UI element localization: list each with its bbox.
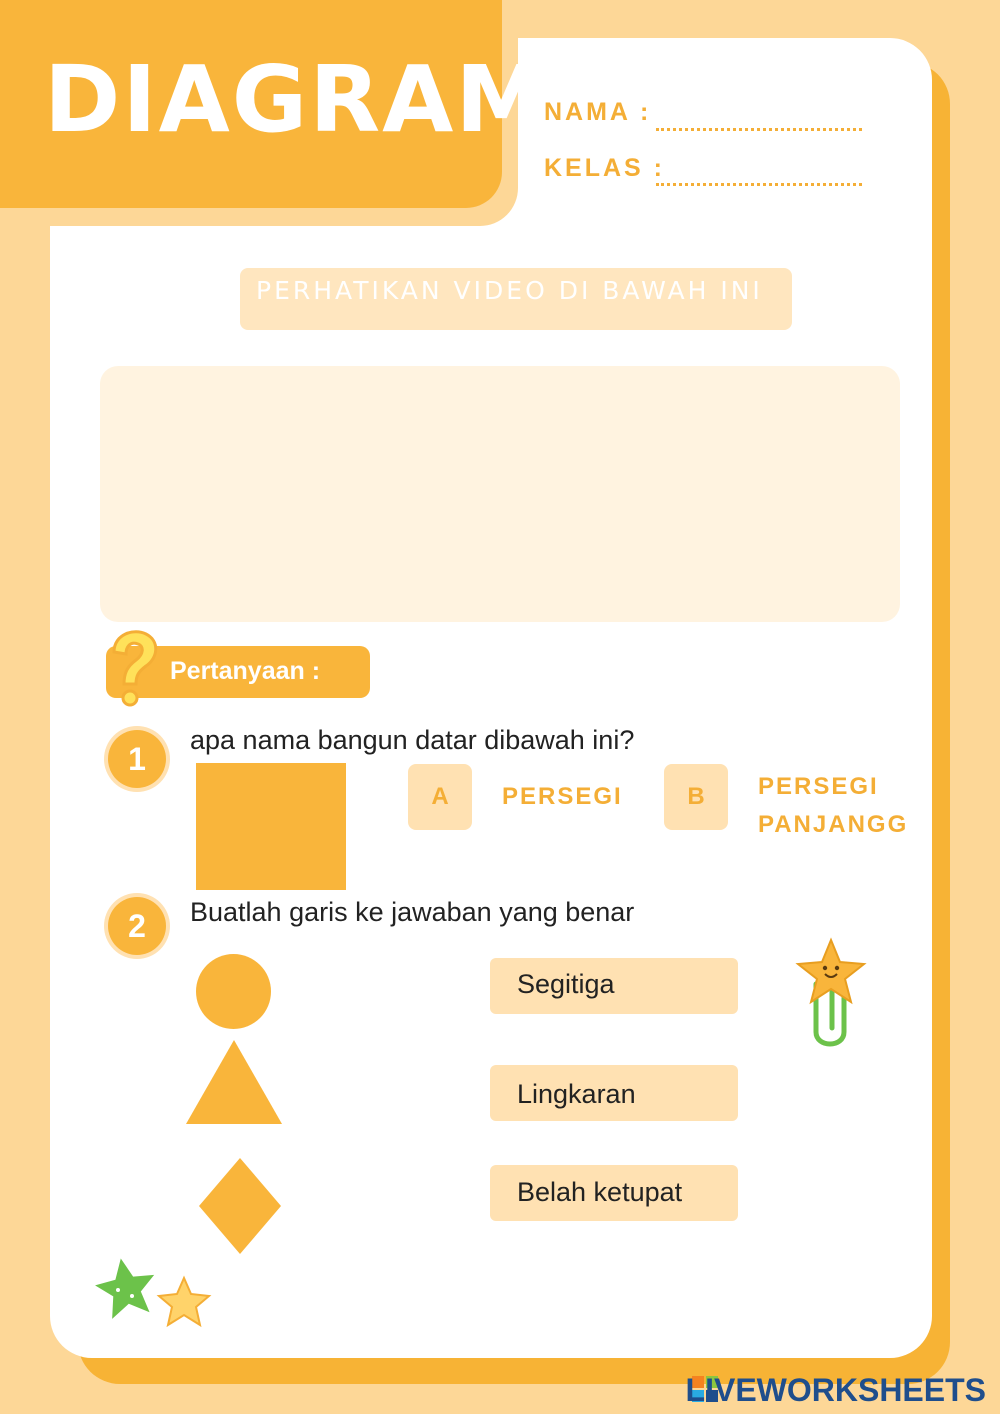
option-b-button[interactable]: B [664,764,728,830]
answer-belah-ketupat-label: Belah ketupat [517,1177,683,1207]
stars-decoration-icon [94,1256,218,1338]
brand-name[interactable]: LIVEWORKSHEETS [685,1372,986,1408]
name-label: NAMA : [544,98,652,126]
option-b-label-line1[interactable]: PERSEGI [758,773,879,800]
option-a-label[interactable]: PERSEGI [502,783,623,810]
questions-header-label: Pertanyaan : [170,657,321,685]
square-shape [196,763,346,890]
question-1-text: apa nama bangun datar dibawah ini? [190,725,635,755]
name-field[interactable] [656,128,862,131]
class-label: KELAS : [544,154,665,182]
instruction-text: PERHATIKAN VIDEO DI BAWAH INI [256,276,763,305]
option-a-button[interactable]: A [408,764,472,830]
question-1-number: 1 [108,730,166,788]
rhombus-shape[interactable] [199,1158,281,1254]
answer-segitiga-label: Segitiga [517,969,615,999]
question-2-number: 2 [108,897,166,955]
video-placeholder[interactable] [100,366,900,622]
answer-lingkaran-label: Lingkaran [517,1079,636,1109]
worksheet-card [50,38,932,1358]
star-paperclip-icon [794,936,868,1058]
page-title: DIAGRAM [44,46,549,153]
option-b-label-line2[interactable]: PANJANGG [758,811,909,838]
question-2-text: Buatlah garis ke jawaban yang benar [190,897,635,927]
class-field[interactable] [656,183,862,186]
triangle-shape[interactable] [186,1040,282,1124]
circle-shape[interactable] [196,954,271,1029]
question-mark-icon [104,626,166,708]
